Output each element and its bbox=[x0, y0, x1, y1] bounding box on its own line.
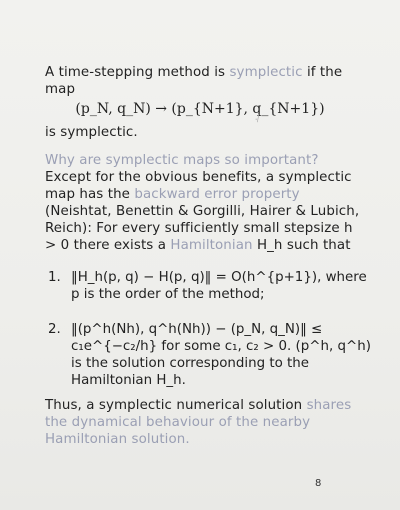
backward-error-text-start: Except for the obvious benefits, a symplectic map has the bbox=[45, 170, 352, 202]
definition-paragraph bbox=[45, 64, 365, 98]
list-item-1-text: ‖H_h(p, q) − H(p, q)‖ = O(h^{p+1}), where p is the order of the method; bbox=[71, 270, 367, 302]
scan-smudge-mark: ·⁄ bbox=[253, 114, 261, 126]
term-backward-error-property: backward error property bbox=[134, 187, 300, 202]
definition-text-end: if the map bbox=[45, 65, 343, 97]
list-item-2-number: 2. bbox=[48, 322, 61, 337]
map-equation-text: (p_N, q_N) → (p_{N+1}, q_{N+1}) bbox=[75, 101, 325, 117]
conclusion-paragraph bbox=[45, 397, 365, 448]
backward-error-paragraph bbox=[45, 169, 365, 254]
definition-text-start: A time-stepping method is bbox=[45, 65, 226, 80]
term-symplectic: symplectic bbox=[229, 65, 303, 80]
definition-conclusion: is symplectic. bbox=[45, 125, 138, 140]
backward-error-text-end: H_h such that bbox=[256, 238, 351, 253]
page-number: 8 bbox=[315, 478, 322, 489]
conclusion-text-start: Thus, a symplectic numerical solution bbox=[45, 398, 303, 413]
conclusion-highlight: shares the dynamical behaviour of the nearby Hamiltonian solution. bbox=[45, 398, 352, 447]
backward-error-text-middle: (Neishtat, Benettin & Gorgilli, Hairer & Lubich, Reich): For every sufficiently small stepsize h > 0 there exists a bbox=[45, 204, 360, 253]
map-equation bbox=[0, 101, 400, 117]
question-heading: Why are symplectic maps so important? bbox=[45, 153, 319, 168]
list-item-1-number: 1. bbox=[48, 270, 61, 285]
term-hamiltonian: Hamiltonian bbox=[170, 238, 253, 253]
list-item-2-text: ‖(p^h(Nh), q^h(Nh)) − (p_N, q_N)‖ ≤ c₁e^{−c₂/h} for some c₁, c₂ > 0. (p^h, q^h) is the solution corresponding to the Hamiltonian H_h. bbox=[71, 322, 371, 388]
